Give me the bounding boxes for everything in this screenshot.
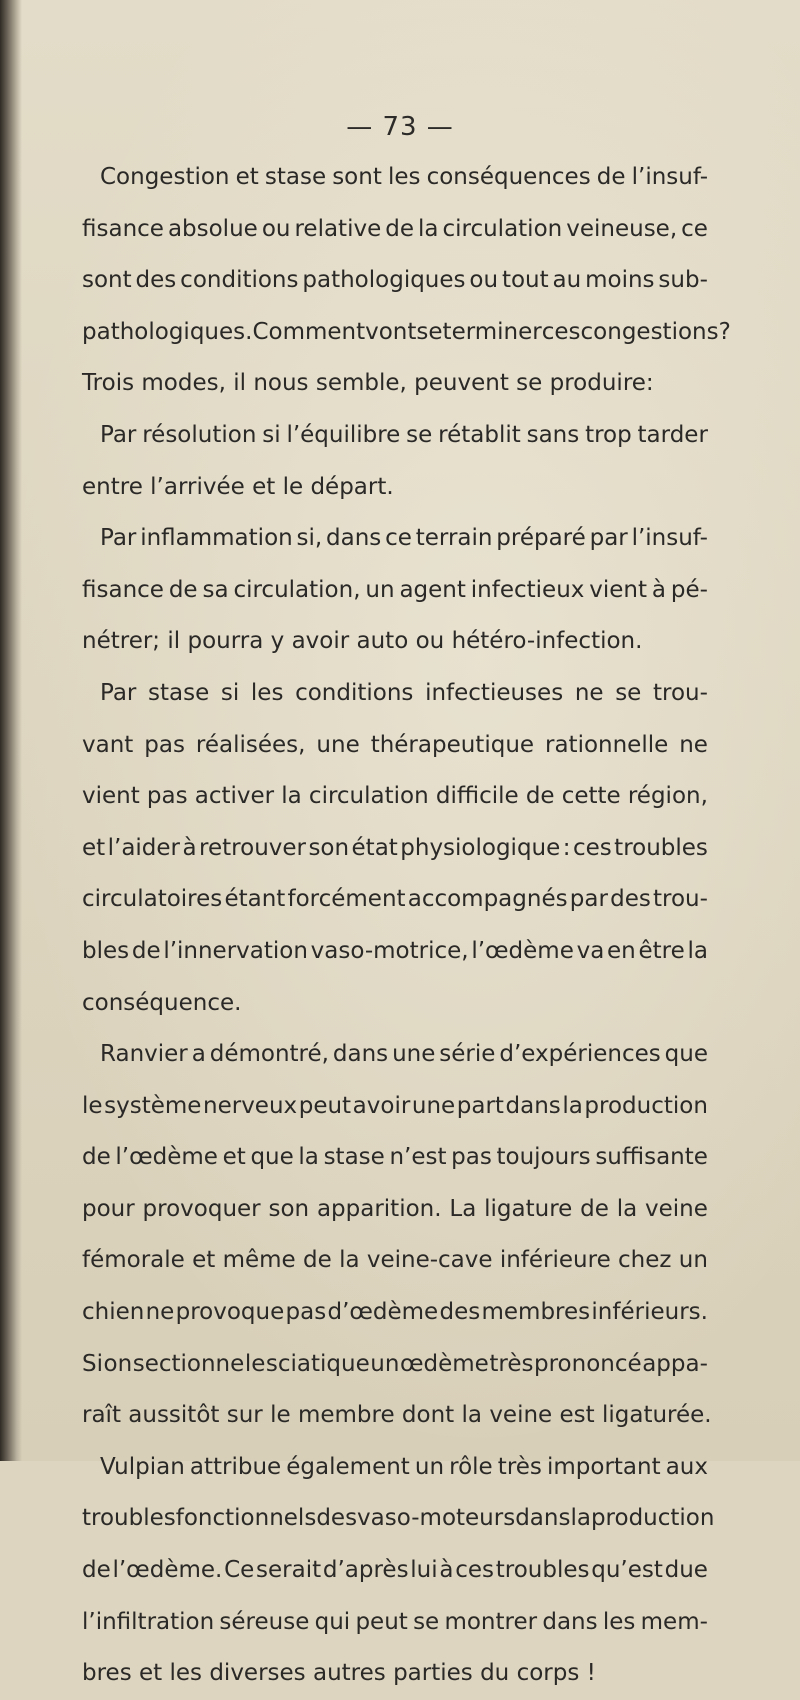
word: trou- [652, 679, 708, 706]
text-line [82, 462, 708, 514]
word: vaso-moteurs [357, 1505, 516, 1532]
text-line [82, 616, 708, 668]
word: ces [572, 834, 612, 861]
word: agent [399, 576, 466, 603]
word: inflammation [140, 525, 293, 552]
word: réalisées, [195, 731, 306, 758]
word: dans [332, 1041, 389, 1068]
word: des [610, 886, 651, 913]
word: semble, [315, 370, 407, 397]
word: nous [253, 370, 309, 397]
word: dans [542, 1608, 598, 1635]
word: l’œdème [471, 937, 574, 964]
word: vaso-motrice, [310, 937, 469, 964]
word: veine-cave [366, 1247, 493, 1274]
word: aussitôt [128, 1402, 220, 1429]
text-line [82, 1493, 715, 1545]
word: si [220, 679, 240, 706]
word: produire: [549, 370, 654, 397]
word: veineuse, [566, 215, 678, 242]
word: sont [332, 164, 382, 190]
word: pourra [187, 628, 264, 655]
word: la [417, 215, 439, 242]
word: vient [589, 576, 648, 603]
word: de [168, 576, 198, 603]
word: l’œdème [115, 1144, 218, 1171]
word: appa- [642, 1350, 708, 1377]
word: ces [541, 318, 581, 345]
word: conditions [295, 679, 414, 706]
word: même [222, 1247, 296, 1274]
body-text [82, 152, 731, 1700]
word: physiologique [400, 834, 561, 861]
word: pour [82, 1195, 135, 1222]
word: des [135, 267, 177, 294]
word: se [516, 370, 543, 397]
word: un [414, 1453, 445, 1480]
word: de [82, 1144, 111, 1171]
word: en [607, 937, 636, 964]
word: il [233, 370, 247, 397]
word: le [270, 1402, 291, 1429]
word: et [82, 834, 106, 861]
word: d’après [322, 1557, 409, 1584]
text-line [82, 307, 731, 359]
word: se [406, 421, 433, 448]
word: très [489, 1350, 534, 1377]
word: membre [297, 1402, 395, 1429]
word: sectionne [132, 1350, 245, 1377]
word: chez [618, 1247, 672, 1274]
word: se [413, 1608, 440, 1635]
word: Par [100, 421, 137, 448]
word: ne [574, 679, 604, 706]
word: l’infiltration [82, 1608, 215, 1635]
word: inférieure [499, 1247, 611, 1274]
text-line [82, 1648, 708, 1700]
word: parties [393, 1660, 473, 1687]
word: de [596, 164, 626, 190]
word: une [411, 1092, 456, 1119]
word: : [562, 834, 571, 861]
word: aux [665, 1453, 708, 1480]
word: Par [100, 525, 137, 552]
text-line [82, 1442, 708, 1494]
word: série [439, 1041, 496, 1068]
word: Ce [224, 1557, 255, 1584]
word: sans [526, 421, 580, 448]
word: vont [365, 318, 417, 345]
word: troubles [82, 1505, 176, 1532]
word: hétéro-infection. [451, 628, 643, 655]
word: forcément [287, 886, 406, 913]
word: veine [489, 1402, 553, 1429]
word: troubles [495, 1557, 590, 1584]
text-line [82, 823, 708, 875]
text-line [82, 565, 708, 617]
word: y [270, 628, 285, 655]
word: des [439, 1299, 481, 1326]
word: l’innervation [163, 937, 308, 964]
text-line [82, 513, 708, 565]
word: de [303, 1247, 332, 1274]
word: avoir [352, 1092, 411, 1119]
word: par [569, 886, 608, 913]
text-line [82, 978, 708, 1030]
word: ligature [484, 1195, 573, 1222]
word: thérapeutique [370, 731, 535, 758]
word: apparition. [316, 1195, 442, 1222]
word: si [262, 421, 281, 448]
word: très [497, 1453, 542, 1480]
word: d’expériences [499, 1041, 661, 1068]
word: nerveux [203, 1092, 298, 1119]
word: également [286, 1453, 410, 1480]
word: conditions [180, 267, 299, 294]
word: sont [82, 267, 132, 294]
text-line [82, 255, 708, 307]
word: infectieux [470, 576, 585, 603]
word: nétrer; [82, 628, 161, 655]
word: infectieuses [425, 679, 564, 706]
word: sub- [658, 267, 708, 294]
word: ou [415, 628, 445, 655]
word: conséquences [426, 164, 591, 190]
word: état [351, 834, 398, 861]
word: entre [82, 473, 143, 500]
word: production [590, 1505, 715, 1532]
word: a [191, 1041, 206, 1068]
word: bles [82, 937, 130, 964]
word: inférieurs. [591, 1299, 708, 1326]
word: de [525, 783, 555, 810]
word: on [103, 1350, 133, 1377]
page-number: — 73 — [346, 112, 454, 142]
word: Si [82, 1350, 103, 1377]
word: par [589, 525, 628, 552]
text-line [82, 410, 708, 462]
word: suffisante [595, 1144, 708, 1171]
word: l’œdème. [112, 1557, 223, 1584]
word: difficile [435, 783, 519, 810]
word: fisance [82, 576, 164, 603]
word: diverses [209, 1660, 306, 1687]
word: ! [586, 1660, 596, 1687]
word: Comment [252, 318, 366, 345]
word: stase [264, 164, 327, 190]
word: attribue [189, 1453, 282, 1480]
text-line [82, 874, 708, 926]
binding-shadow [0, 0, 22, 1461]
word: lui [410, 1557, 438, 1584]
word: relative [294, 215, 382, 242]
word: démontré, [209, 1041, 329, 1068]
word: région, [627, 783, 708, 810]
word: circulatoires [82, 886, 223, 913]
text-line [82, 1081, 708, 1133]
word: Congestion [100, 164, 230, 190]
word: due [664, 1557, 708, 1584]
word: rétablit [438, 421, 521, 448]
word: fisance [82, 215, 164, 242]
word: les [250, 679, 284, 706]
text-line [82, 1184, 708, 1236]
word: il [167, 628, 181, 655]
word: se [615, 679, 642, 706]
word: la [281, 783, 302, 810]
word: stase [323, 1144, 385, 1171]
word: la [570, 1505, 591, 1532]
text-line [82, 1597, 708, 1649]
word: vient [82, 783, 140, 810]
word: peuvent [414, 370, 509, 397]
text-line [82, 1287, 708, 1339]
word: qui [314, 1608, 351, 1635]
word: l’arrivée [150, 473, 245, 500]
word: un [370, 1350, 400, 1377]
word: l’aider [107, 834, 181, 861]
word: raît [82, 1402, 121, 1429]
word: dans [326, 525, 382, 552]
word: trop [585, 421, 632, 448]
word: ou [261, 215, 291, 242]
word: que [250, 1144, 294, 1171]
text-line [82, 1132, 708, 1184]
word: départ. [310, 473, 394, 500]
word: qu’est [591, 1557, 663, 1584]
word: ou [469, 267, 499, 294]
text-line [82, 204, 708, 256]
word: serait [256, 1557, 322, 1584]
word: la [687, 937, 708, 964]
word: provoque [175, 1299, 285, 1326]
word: de [385, 215, 414, 242]
word: de [580, 1195, 609, 1222]
word: fémorale [82, 1247, 185, 1274]
word: sur [226, 1402, 263, 1429]
word: tarder [637, 421, 708, 448]
word: la [461, 1402, 482, 1429]
word: corps [516, 1660, 580, 1687]
word: autres [312, 1660, 386, 1687]
word: conséquence. [82, 989, 242, 1016]
text-line [82, 668, 708, 720]
word: prononcé [534, 1350, 642, 1377]
word: sa [202, 576, 229, 603]
word: et [252, 473, 276, 500]
word: peut [298, 1092, 352, 1119]
text-line [82, 720, 708, 772]
text-line [82, 358, 708, 410]
text-line [82, 1545, 708, 1597]
word: à [651, 576, 667, 603]
word: est [559, 1402, 595, 1429]
word: ce [681, 215, 708, 242]
text-line [82, 1339, 708, 1391]
text-line [82, 771, 708, 823]
word: n’est [389, 1144, 447, 1171]
word: pas [144, 731, 185, 758]
text-line [82, 926, 708, 978]
word: auto [356, 628, 409, 655]
word: et [235, 164, 259, 190]
word: montrer [444, 1608, 538, 1635]
word: mem- [640, 1608, 708, 1635]
word: bres [82, 1660, 132, 1687]
word: terminer [442, 318, 542, 345]
text-line [82, 1235, 708, 1287]
word: veine [645, 1195, 708, 1222]
word: toujours [496, 1144, 591, 1171]
word: être [638, 937, 685, 964]
word: pé- [670, 576, 708, 603]
word: cette [561, 783, 621, 810]
word: circulation, [233, 576, 361, 603]
word: pas [451, 1144, 492, 1171]
word: dont [401, 1402, 455, 1429]
word: part [456, 1092, 504, 1119]
word: à [439, 1557, 454, 1584]
word: d’œdème [327, 1299, 439, 1326]
text-line [82, 1029, 708, 1081]
word: une [392, 1041, 436, 1068]
word: préparé [496, 525, 586, 552]
word: peut [355, 1608, 408, 1635]
word: le [282, 473, 304, 500]
word: la [298, 1144, 319, 1171]
word: Trois [82, 370, 135, 397]
word: stase [148, 679, 210, 706]
word: le [244, 1350, 266, 1377]
word: un [365, 576, 395, 603]
word: l’insuf- [631, 164, 708, 190]
word: va [576, 937, 605, 964]
word: accompagnés [407, 886, 568, 913]
text-line [82, 1390, 712, 1442]
word: et [139, 1660, 163, 1687]
word: étant [224, 886, 286, 913]
word: les [169, 1660, 203, 1687]
word: pas [285, 1299, 327, 1326]
word: œdème [399, 1350, 489, 1377]
word: congestions? [580, 318, 731, 345]
word: les [387, 164, 421, 190]
word: la [616, 1195, 638, 1222]
word: à [182, 834, 197, 861]
word: pathologiques [302, 267, 466, 294]
word: important [546, 1453, 661, 1480]
word: une [316, 731, 360, 758]
word: ne [679, 731, 708, 758]
text-line [82, 152, 708, 204]
word: dans [505, 1092, 561, 1119]
word: résolution [142, 421, 257, 448]
word: avoir [291, 628, 350, 655]
word: son [308, 834, 350, 861]
word: la [562, 1092, 583, 1119]
word: trou- [653, 886, 708, 913]
word: pas [146, 783, 188, 810]
word: ne [145, 1299, 175, 1326]
word: les [602, 1608, 636, 1635]
word: séreuse [219, 1608, 310, 1635]
word: membres [481, 1299, 591, 1326]
word: provoquer [142, 1195, 261, 1222]
word: moins [585, 267, 655, 294]
word: troubles [614, 834, 708, 861]
word: rôle [449, 1453, 493, 1480]
word: des [316, 1505, 358, 1532]
word: si, [296, 525, 323, 552]
word: circulation [442, 215, 563, 242]
word: terrain [415, 525, 493, 552]
word: ligaturée. [601, 1402, 712, 1429]
word: pathologiques. [82, 318, 253, 345]
word: Par [100, 679, 137, 706]
word: que [664, 1041, 708, 1068]
word: sciatique [265, 1350, 370, 1377]
word: activer [194, 783, 275, 810]
word: circulation [308, 783, 429, 810]
word: du [480, 1660, 510, 1687]
word: La [449, 1195, 477, 1222]
word: la [339, 1247, 360, 1274]
word: l’équilibre [286, 421, 401, 448]
word: rationnelle [545, 731, 669, 758]
word: dans [515, 1505, 571, 1532]
word: se [416, 318, 443, 345]
word: chien [82, 1299, 145, 1326]
word: vant [82, 731, 134, 758]
word: et [222, 1144, 246, 1171]
word: production [584, 1092, 708, 1119]
word: retrouver [199, 834, 306, 861]
word: le [82, 1092, 103, 1119]
word: ces [455, 1557, 495, 1584]
word: absolue [167, 215, 258, 242]
word: ce [385, 525, 412, 552]
word: et [192, 1247, 216, 1274]
word: de [82, 1557, 111, 1584]
word: système [104, 1092, 202, 1119]
word: son [268, 1195, 310, 1222]
word: de [131, 937, 161, 964]
word: un [678, 1247, 708, 1274]
word: Ranvier [100, 1041, 188, 1068]
word: fonctionnels [175, 1505, 317, 1532]
word: tout [501, 267, 549, 294]
word: modes, [141, 370, 226, 397]
word: au [552, 267, 582, 294]
word: Vulpian [100, 1453, 185, 1480]
word: l’insuf- [631, 525, 708, 552]
